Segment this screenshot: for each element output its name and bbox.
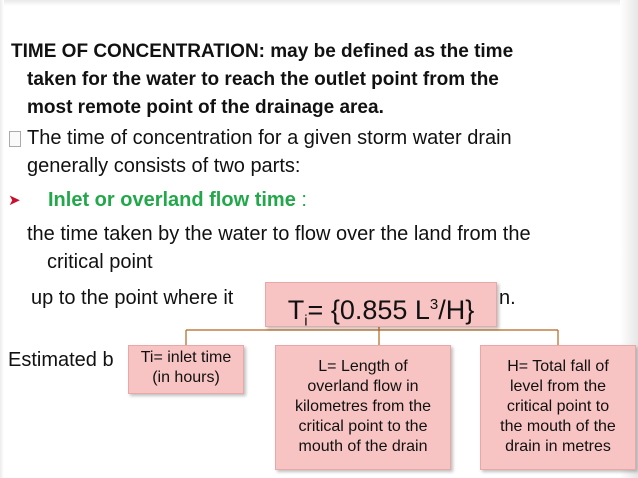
formula-box <box>265 282 497 330</box>
body-line-3-end: n. <box>499 287 516 309</box>
box-l-line-2: overland flow in <box>307 378 419 395</box>
bullet2-colon: : <box>295 189 307 211</box>
box-inlet-time <box>128 345 244 394</box>
box-h-line-5: drain in metres <box>505 438 611 455</box>
body-line-3-start: up to the point where it <box>31 287 234 309</box>
title-line-1: TIME OF CONCENTRATION: may be defined as the time <box>11 41 514 62</box>
box-ti-line-2: (in hours) <box>152 369 220 386</box>
body-line-4-start: Estimated b <box>8 349 114 371</box>
box-h-line-4: the mouth of the <box>500 418 616 435</box>
title-line-3: most remote point of the drainage area. <box>27 97 384 118</box>
formula-lhs: T <box>287 295 305 325</box>
bullet2-heading-text: Inlet or overland flow time <box>48 189 296 211</box>
box-l-line-4: critical point to the <box>298 418 428 435</box>
box-h-line-3: critical point to <box>506 398 610 415</box>
box-l-line-1: L= Length of <box>318 358 408 375</box>
box-fall <box>480 345 636 470</box>
bullet1-line-2: generally consists of two parts: <box>27 155 301 177</box>
box-h-line-1: H= Total fall of <box>507 358 609 375</box>
body-line-1: the time taken by the water to flow over the land from the <box>27 223 531 245</box>
formula-rhs: /H} <box>438 295 475 325</box>
box-l-line-5: mouth of the drain <box>298 438 428 455</box>
title-line-2: taken for the water to reach the outlet point from the <box>27 69 499 90</box>
formula-exp: 3 <box>429 296 439 313</box>
formula-lhs-sub: i <box>304 312 308 330</box>
box-ti-line-1: Ti= inlet time <box>140 349 232 366</box>
box-length <box>275 345 451 470</box>
bullet1-line-1: The time of concentration for a given storm water drain <box>27 127 512 149</box>
box-l-line-3: kilometres from the <box>294 398 432 415</box>
body-line-2: critical point <box>47 251 153 273</box>
formula-mid: = {0.855 L <box>307 295 430 325</box>
box-h-line-2: level from the <box>509 378 607 395</box>
arrow-bullet-icon: ➤ <box>8 192 21 209</box>
